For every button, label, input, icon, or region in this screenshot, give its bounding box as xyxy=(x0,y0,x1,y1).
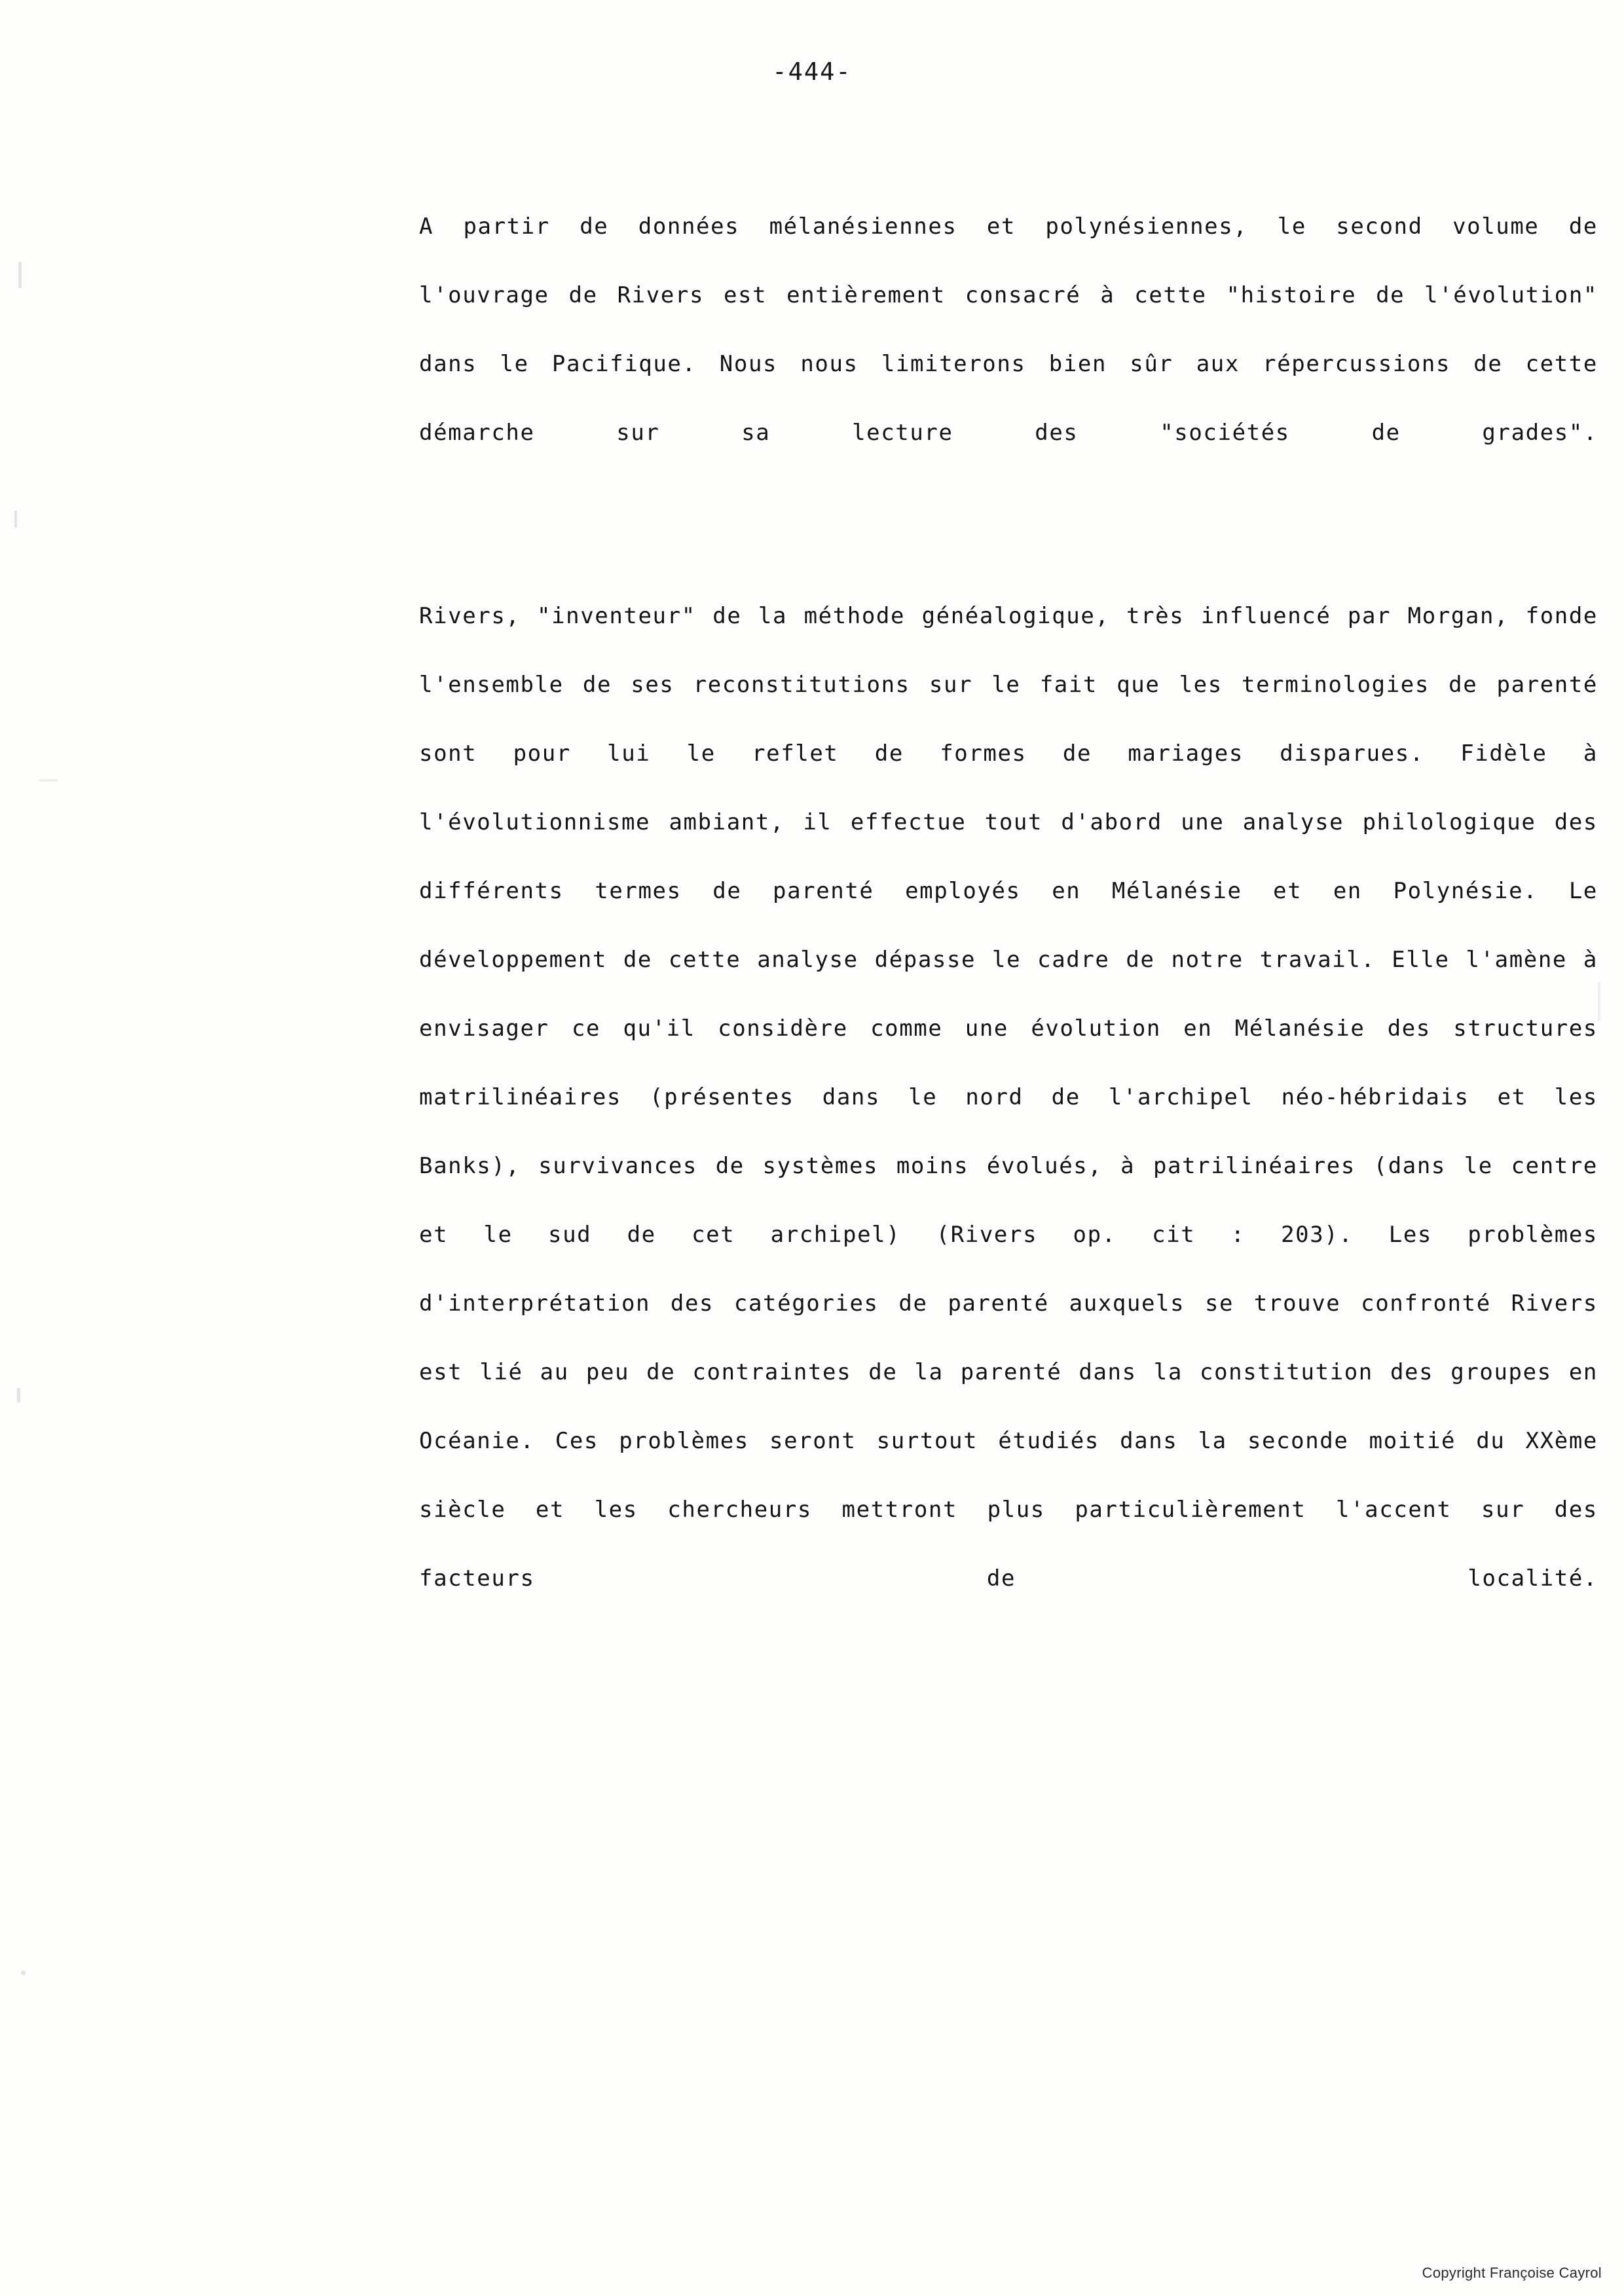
paragraph-2: Rivers, "inventeur" de la méthode généalogique, très influencé par Morgan, fonde l'ensemble de ses reconstitutions sur le fait que les terminologies de parenté sont pour lui le reflet de formes de mariages disparues. Fidèle à l'évolutionnisme ambiant, il effectue tout d'abord une analyse philologique des différents termes de parenté employés en Mélanésie et en Polynésie. Le développement de cette analyse dépasse le cadre de notre travail. Elle l'amène à envisager ce qu'il considère comme une évolution en Mélanésie des structures matrilinéaires (présentes dans le nord de l'archipel néo-hébridais et les Banks), survivances de systèmes moins évolués, à patrilinéaires (dans le centre et le sud de cet archipel) (Rivers op. cit : 203). Les problèmes d'interprétation des catégories de parenté auxquels se trouve confronté Rivers est lié au peu de contraintes de la parenté dans la constitution des groupes en Océanie. Ces problèmes seront surtout étudiés dans la seconde moitié du XXème siècle et les chercheurs mettront plus particulièrement l'accent sur des facteurs de localité. xyxy=(419,603,1598,1592)
scan-artifact xyxy=(18,262,22,288)
scan-artifact xyxy=(14,511,17,528)
scan-artifact xyxy=(17,1388,20,1402)
scan-artifact xyxy=(39,779,58,782)
page-number: -444- xyxy=(772,58,852,86)
copyright-notice: Copyright Françoise Cayrol xyxy=(1422,2265,1602,2281)
paragraph-1: A partir de données mélanésiennes et polynésiennes, le second volume de l'ouvrage de Rivers est entièrement consacré à cette "histoire de l'évolution" dans le Pacifique. Nous nous limiterons bien sûr aux répercussions de cette démarche sur sa lecture des "sociétés de grades". xyxy=(419,213,1598,446)
scan-artifact xyxy=(21,1971,26,1975)
scan-artifact xyxy=(1598,982,1600,1021)
body-text xyxy=(419,170,1598,1704)
